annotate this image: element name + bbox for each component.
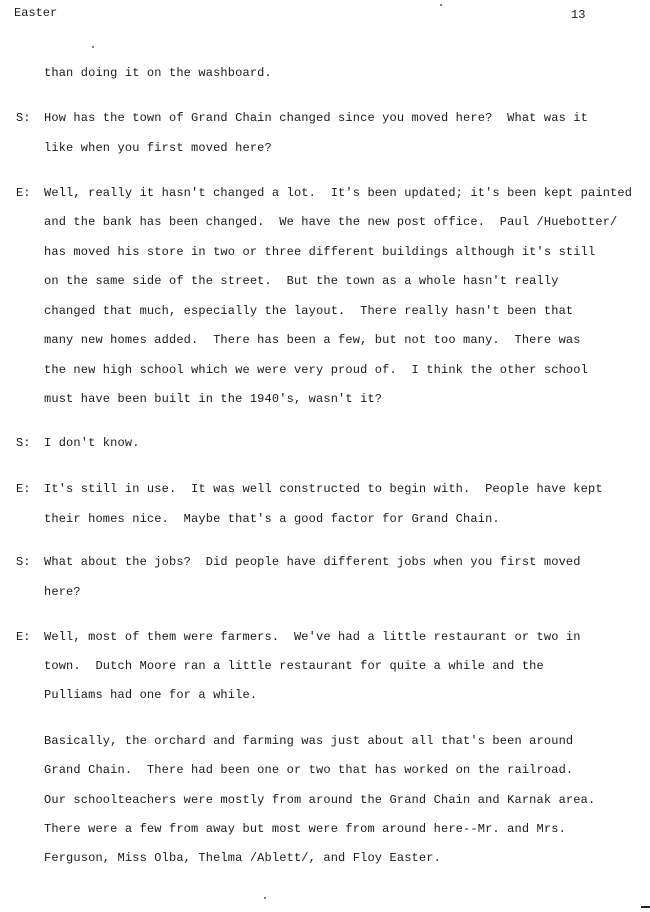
transcript-line: here? — [44, 585, 81, 599]
scan-speck — [92, 46, 94, 48]
scan-speck — [264, 897, 266, 899]
transcript-line: their homes nice. Maybe that's a good factor for Grand Chain. — [44, 512, 500, 526]
transcript-line: many new homes added. There has been a few, but not too many. There was — [44, 333, 581, 347]
transcript-line: Our schoolteachers were mostly from around the Grand Chain and Karnak area. — [44, 793, 596, 807]
speaker-label: E: — [16, 630, 31, 644]
transcript-line: Ferguson, Miss Olba, Thelma /Ablett/, and Floy Easter. — [44, 851, 441, 865]
page-number: 13 — [571, 8, 586, 22]
transcript-line: How has the town of Grand Chain changed since you moved here? What was it — [44, 111, 588, 125]
speaker-label: S: — [16, 436, 31, 450]
transcript-line: on the same side of the street. But the town as a whole hasn't really — [44, 274, 559, 288]
transcript-line: has moved his store in two or three different buildings although it's still — [44, 245, 596, 259]
transcript-line: town. Dutch Moore ran a little restaurant for quite a while and the — [44, 659, 544, 673]
speaker-label: S: — [16, 111, 31, 125]
transcript-line: Basically, the orchard and farming was just about all that's been around — [44, 734, 574, 748]
speaker-label: E: — [16, 186, 31, 200]
transcript-line: must have been built in the 1940's, wasn't it? — [44, 392, 383, 406]
transcript-line: What about the jobs? Did people have different jobs when you first moved — [44, 555, 581, 569]
speaker-label: S: — [16, 555, 31, 569]
transcript-line: Well, really it hasn't changed a lot. It's been updated; it's been kept painted — [44, 186, 633, 200]
transcript-line: the new high school which we were very proud of. I think the other school — [44, 363, 588, 377]
scan-speck — [440, 4, 442, 6]
transcript-line: and the bank has been changed. We have the new post office. Paul /Huebotter/ — [44, 215, 618, 229]
transcript-line: Pulliams had one for a while. — [44, 688, 258, 702]
transcript-line: changed that much, especially the layout. There really hasn't been that — [44, 304, 574, 318]
transcript-line: It's still in use. It was well constructed to begin with. People have kept — [44, 482, 603, 496]
transcript-line: Grand Chain. There had been one or two that has worked on the railroad. — [44, 763, 574, 777]
header-interviewee: Easter — [14, 6, 58, 20]
transcript-line: like when you first moved here? — [44, 141, 272, 155]
transcript-line: Well, most of them were farmers. We've had a little restaurant or two in — [44, 630, 581, 644]
transcript-line: There were a few from away but most were from around here--Mr. and Mrs. — [44, 822, 566, 836]
speaker-label: E: — [16, 482, 31, 496]
transcript-line: I don't know. — [44, 436, 140, 450]
scan-edge-mark — [641, 906, 650, 908]
transcript-line: than doing it on the washboard. — [44, 66, 272, 80]
